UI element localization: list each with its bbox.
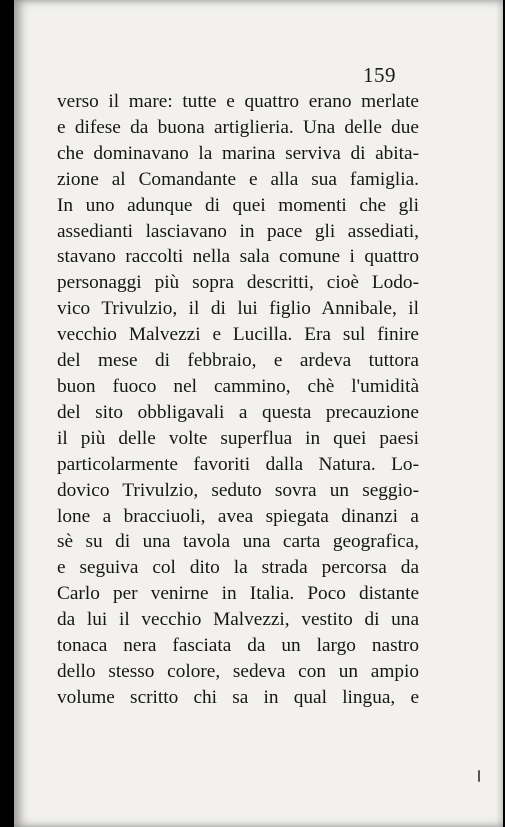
paper-speck (478, 770, 480, 782)
book-page (14, 0, 503, 827)
text-line: lone a bracciuoli, avea spiegata dinanzi a (57, 505, 419, 527)
text-line: il più delle volte superflua in quei paesi (57, 427, 419, 449)
text-line: del mese di febbraio, e ardeva tuttora (57, 350, 419, 372)
text-line: verso il mare: tutte e quattro erano merlate (57, 91, 419, 112)
text-line: dello stesso colore, sedeva con un ampio (57, 660, 419, 682)
text-line: assedianti lasciavano in pace gli assediati, (57, 220, 419, 242)
text-line: tonaca nera fasciata da un largo nastro (57, 635, 419, 657)
text-line: da lui il vecchio Malvezzi, vestito di una (57, 609, 419, 631)
text-line: vecchio Malvezzi e Lucilla. Era sul finire (57, 324, 419, 346)
page-number: 159 (363, 63, 396, 87)
text-line: volume scritto chi sa in qual lingua, e (57, 686, 419, 708)
text-line: zione al Comandante e alla sua famiglia. (57, 168, 419, 190)
text-line: dovico Trivulzio, seduto sovra un seggio- (57, 479, 419, 501)
text-line: Carlo per venirne in Italia. Poco distante (57, 583, 419, 605)
text-line: sè su di una tavola una carta geografica, (57, 531, 419, 553)
text-line: del sito obbligavali a questa precauzione (57, 401, 419, 423)
text-line: stavano raccolti nella sala comune i quattro (57, 246, 419, 268)
body-text (57, 89, 419, 711)
text-line: personaggi più sopra descritti, cioè Lodo- (57, 272, 419, 294)
text-line: particolarmente favoriti dalla Natura. Lo- (57, 453, 419, 475)
text-line: buon fuoco nel cammino, chè l'umidità (57, 375, 419, 397)
text-line: In uno adunque di quei momenti che gli (57, 194, 419, 216)
text-line: vico Trivulzio, il di lui figlio Annibale, il (57, 298, 419, 320)
text-line: che dominavano la marina serviva di abita- (57, 142, 419, 164)
text-line: e difese da buona artiglieria. Una delle due (57, 116, 419, 138)
text-line: e seguiva col dito la strada percorsa da (57, 557, 419, 579)
